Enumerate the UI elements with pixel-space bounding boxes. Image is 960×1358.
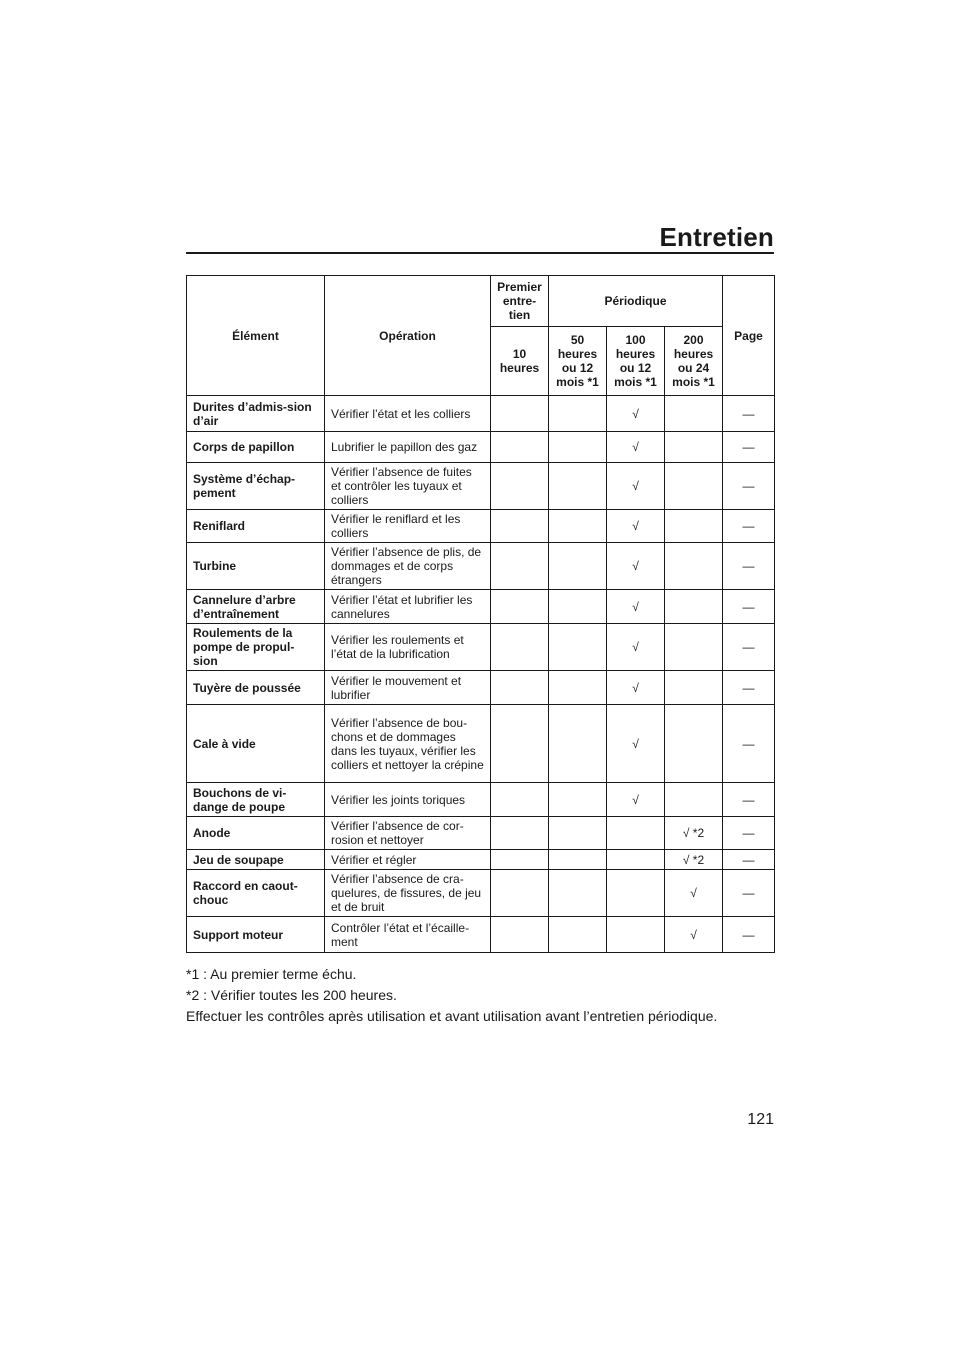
- row-element: Anode: [187, 817, 325, 850]
- table-row: [187, 817, 775, 850]
- row-operation: Vérifier l’absence de cra-quelures, de fissures, de jeu et de bruit: [325, 870, 491, 917]
- row-50-hours-mark: [549, 510, 607, 543]
- footnotes: [186, 964, 786, 1027]
- table-row: [187, 783, 775, 817]
- row-200-hours-mark: [665, 705, 723, 783]
- row-50-hours-mark: [549, 850, 607, 870]
- table-row: [187, 671, 775, 705]
- table-body: [187, 396, 775, 953]
- row-50-hours-mark: [549, 624, 607, 671]
- row-50-hours-mark: [549, 590, 607, 624]
- row-element: Turbine: [187, 543, 325, 590]
- row-10-hours-mark: [491, 705, 549, 783]
- row-10-hours-mark: [491, 850, 549, 870]
- table-row: [187, 463, 775, 510]
- row-page-ref: —: [723, 705, 775, 783]
- row-element: Jeu de soupape: [187, 850, 325, 870]
- row-100-hours-mark: [607, 817, 665, 850]
- row-50-hours-mark: [549, 543, 607, 590]
- row-10-hours-mark: [491, 432, 549, 463]
- row-operation: Vérifier le reniflard et les colliers: [325, 510, 491, 543]
- table-row: [187, 624, 775, 671]
- table-row: [187, 705, 775, 783]
- row-page-ref: —: [723, 870, 775, 917]
- row-100-hours-mark: √: [607, 463, 665, 510]
- row-element: Bouchons de vi-dange de poupe: [187, 783, 325, 817]
- table-row: [187, 510, 775, 543]
- row-50-hours-mark: [549, 396, 607, 432]
- row-element: Durites d’admis-sion d’air: [187, 396, 325, 432]
- row-page-ref: —: [723, 543, 775, 590]
- row-page-ref: —: [723, 463, 775, 510]
- row-200-hours-mark: [665, 396, 723, 432]
- table-row: [187, 850, 775, 870]
- row-10-hours-mark: [491, 783, 549, 817]
- row-page-ref: —: [723, 510, 775, 543]
- header-element: Élément: [187, 276, 325, 396]
- row-operation: Vérifier l’absence de bou-chons et de dommages dans les tuyaux, vérifier les colliers et nettoyer la crépine: [325, 705, 491, 783]
- row-10-hours-mark: [491, 671, 549, 705]
- row-100-hours-mark: √: [607, 705, 665, 783]
- row-200-hours-mark: [665, 463, 723, 510]
- row-operation: Vérifier et régler: [325, 850, 491, 870]
- row-operation: Vérifier l’absence de plis, de dommages et de corps étrangers: [325, 543, 491, 590]
- row-element: Cannelure d’arbre d’entraînement: [187, 590, 325, 624]
- row-element: Reniflard: [187, 510, 325, 543]
- row-operation: Vérifier l’état et lubrifier les cannelures: [325, 590, 491, 624]
- row-operation: Vérifier l’état et les colliers: [325, 396, 491, 432]
- row-operation: Lubrifier le papillon des gaz: [325, 432, 491, 463]
- row-operation: Vérifier l’absence de fuites et contrôler les tuyaux et colliers: [325, 463, 491, 510]
- row-200-hours-mark: √ *2: [665, 817, 723, 850]
- row-100-hours-mark: √: [607, 396, 665, 432]
- row-operation: Vérifier l’absence de cor-rosion et nettoyer: [325, 817, 491, 850]
- row-100-hours-mark: √: [607, 510, 665, 543]
- table-row: [187, 917, 775, 953]
- row-100-hours-mark: [607, 917, 665, 953]
- maintenance-table: [186, 275, 775, 953]
- row-10-hours-mark: [491, 590, 549, 624]
- row-50-hours-mark: [549, 917, 607, 953]
- header-periodic: Périodique: [549, 276, 723, 327]
- row-page-ref: —: [723, 783, 775, 817]
- row-100-hours-mark: √: [607, 671, 665, 705]
- row-50-hours-mark: [549, 705, 607, 783]
- row-50-hours-mark: [549, 870, 607, 917]
- row-50-hours-mark: [549, 783, 607, 817]
- title-rule: [186, 252, 774, 254]
- row-10-hours-mark: [491, 624, 549, 671]
- row-200-hours-mark: [665, 590, 723, 624]
- row-100-hours-mark: [607, 850, 665, 870]
- row-element: Raccord en caout-chouc: [187, 870, 325, 917]
- row-page-ref: —: [723, 624, 775, 671]
- row-200-hours-mark: √: [665, 870, 723, 917]
- row-100-hours-mark: √: [607, 543, 665, 590]
- header-100-hours: 100 heures ou 12 mois *1: [607, 327, 665, 396]
- footnote-note: Effectuer les contrôles après utilisation et avant utilisation avant l’entretien périodique.: [186, 1008, 718, 1024]
- row-200-hours-mark: [665, 783, 723, 817]
- row-page-ref: —: [723, 396, 775, 432]
- row-200-hours-mark: [665, 543, 723, 590]
- header-operation: Opération: [325, 276, 491, 396]
- row-operation: Vérifier les roulements et l’état de la lubrification: [325, 624, 491, 671]
- row-200-hours-mark: [665, 671, 723, 705]
- row-10-hours-mark: [491, 817, 549, 850]
- row-100-hours-mark: √: [607, 624, 665, 671]
- table-row: [187, 590, 775, 624]
- header-row-top: [187, 276, 775, 327]
- row-page-ref: —: [723, 590, 775, 624]
- footnote-2: *2 : Vérifier toutes les 200 heures.: [186, 987, 397, 1003]
- header-50-hours: 50 heures ou 12 mois *1: [549, 327, 607, 396]
- table-row: [187, 543, 775, 590]
- row-100-hours-mark: √: [607, 590, 665, 624]
- row-10-hours-mark: [491, 396, 549, 432]
- row-element: Tuyère de poussée: [187, 671, 325, 705]
- row-50-hours-mark: [549, 671, 607, 705]
- row-10-hours-mark: [491, 870, 549, 917]
- row-100-hours-mark: √: [607, 432, 665, 463]
- row-50-hours-mark: [549, 432, 607, 463]
- row-page-ref: —: [723, 850, 775, 870]
- row-page-ref: —: [723, 917, 775, 953]
- row-element: Système d’échap-pement: [187, 463, 325, 510]
- header-200-hours: 200 heures ou 24 mois *1: [665, 327, 723, 396]
- row-10-hours-mark: [491, 510, 549, 543]
- row-200-hours-mark: [665, 432, 723, 463]
- row-operation: Vérifier les joints toriques: [325, 783, 491, 817]
- row-100-hours-mark: [607, 870, 665, 917]
- header-first-service: Premier entre-tien: [491, 276, 549, 327]
- table-row: [187, 396, 775, 432]
- row-page-ref: —: [723, 432, 775, 463]
- row-10-hours-mark: [491, 463, 549, 510]
- row-page-ref: —: [723, 817, 775, 850]
- row-50-hours-mark: [549, 817, 607, 850]
- header-10-hours: 10 heures: [491, 327, 549, 396]
- row-page-ref: —: [723, 671, 775, 705]
- row-operation: Vérifier le mouvement et lubrifier: [325, 671, 491, 705]
- row-operation: Contrôler l’état et l’écaille-ment: [325, 917, 491, 953]
- table-row: [187, 432, 775, 463]
- row-element: Corps de papillon: [187, 432, 325, 463]
- row-element: Cale à vide: [187, 705, 325, 783]
- page-number: 121: [747, 1111, 774, 1128]
- row-10-hours-mark: [491, 543, 549, 590]
- row-200-hours-mark: √: [665, 917, 723, 953]
- row-50-hours-mark: [549, 463, 607, 510]
- row-200-hours-mark: [665, 624, 723, 671]
- header-page: Page: [723, 276, 775, 396]
- row-200-hours-mark: [665, 510, 723, 543]
- page-title: Entretien: [659, 222, 774, 252]
- table-row: [187, 870, 775, 917]
- row-100-hours-mark: √: [607, 783, 665, 817]
- row-10-hours-mark: [491, 917, 549, 953]
- row-element: Roulements de la pompe de propul-sion: [187, 624, 325, 671]
- footnote-1: *1 : Au premier terme échu.: [186, 966, 357, 982]
- row-element: Support moteur: [187, 917, 325, 953]
- row-200-hours-mark: √ *2: [665, 850, 723, 870]
